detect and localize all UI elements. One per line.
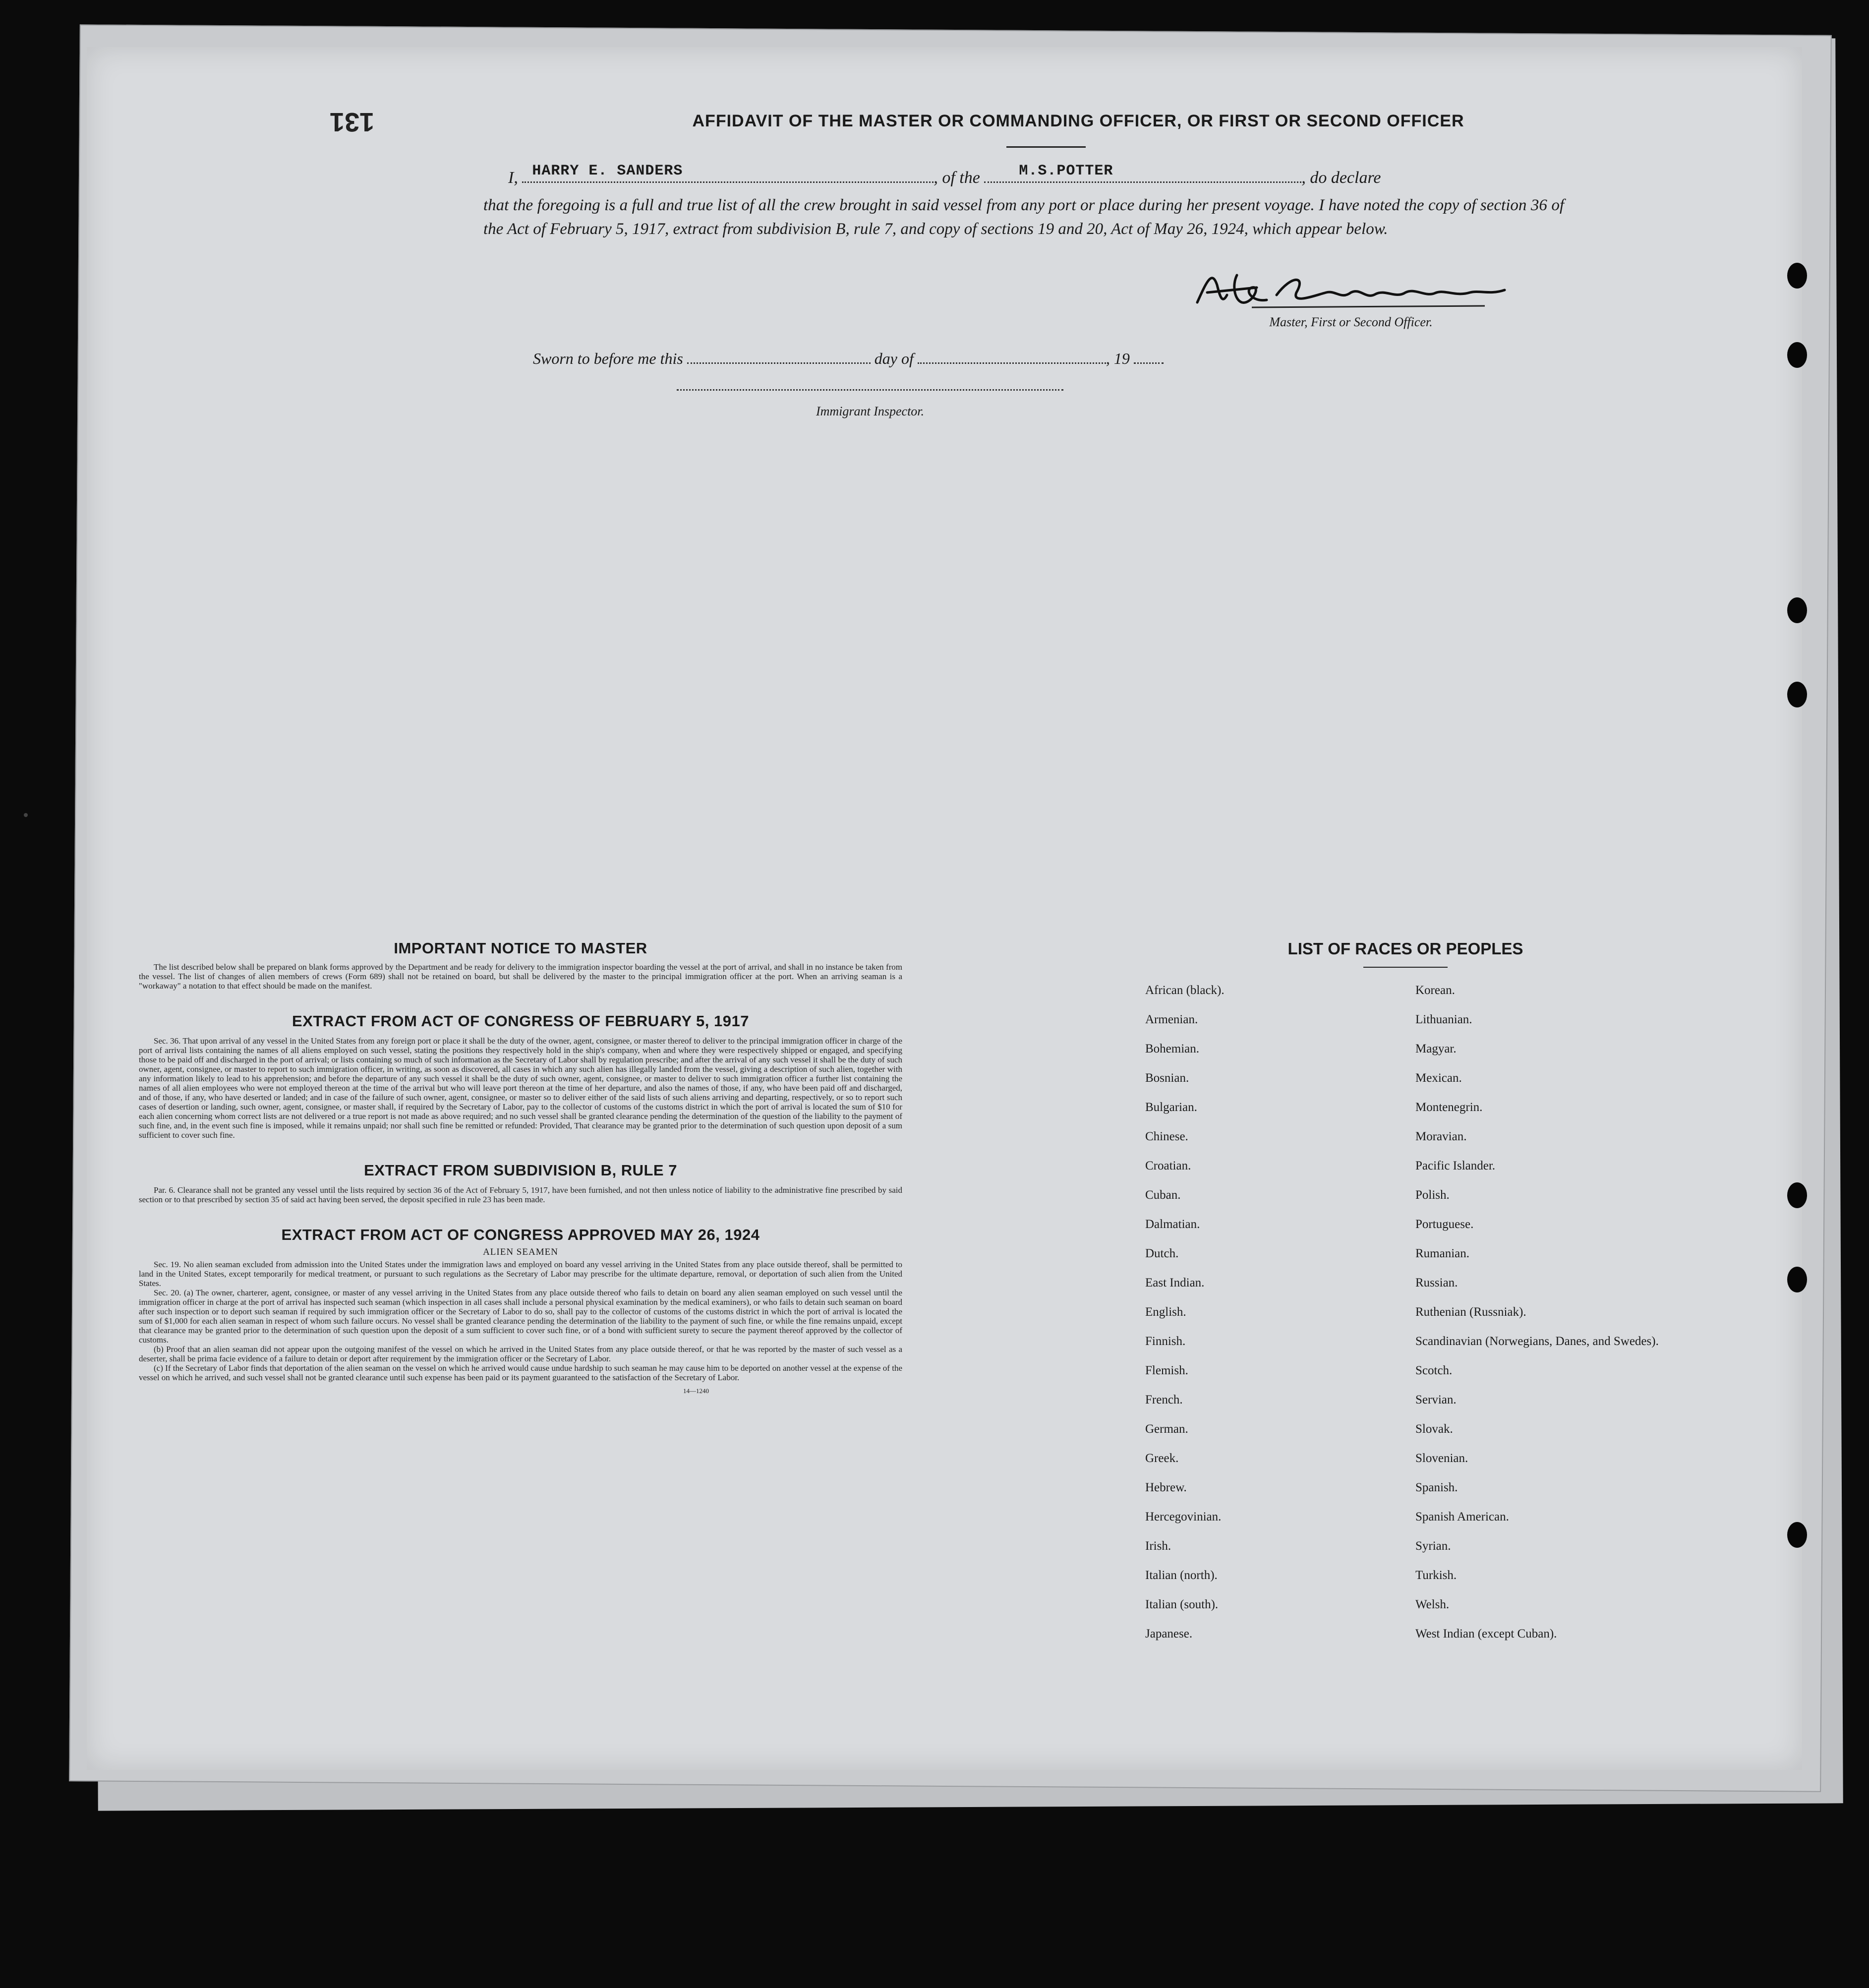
race-item: English. <box>1145 1305 1186 1319</box>
race-item: Russian. <box>1415 1276 1458 1289</box>
race-item: Spanish. <box>1415 1481 1458 1494</box>
section-20b-paragraph: (b) Proof that an alien seaman did not appear upon the outgoing manifest of the vessel on which he arrived in the United States from any place outside thereof, or that he was reported by the master of such vessel as a deserter, shall be prima facie evidence of a failure to detain or deport after requirement by the immigration officer or the Secretary of Labor. <box>139 1345 902 1363</box>
declaration-text: that the foregoing is a full and true list of all the crew brought in said vessel from any port or place during her present voyage. I have noted the copy of section 36 of the Act of February 5, 1917, extract from subdivision B, rule 7, and copy of sections 19 and 20, Act of May 26, 1924, which appear below. <box>483 196 1564 238</box>
races-title-underline <box>1363 967 1448 968</box>
race-item: Finnish. <box>1145 1335 1186 1348</box>
race-item: Croatian. <box>1145 1159 1191 1172</box>
vessel-name-field <box>984 163 1301 183</box>
page-number: 131 <box>330 107 375 137</box>
race-item: Pacific Islander. <box>1415 1159 1496 1172</box>
races-columns <box>1145 983 1666 1656</box>
race-item: Hebrew. <box>1145 1481 1187 1494</box>
race-item: Japanese. <box>1145 1627 1193 1640</box>
race-item: Lithuanian. <box>1415 1013 1472 1026</box>
extract-1924-title: EXTRACT FROM ACT OF CONGRESS APPROVED MAY 26, 1924 <box>281 1226 760 1243</box>
race-item: West Indian (except Cuban). <box>1415 1627 1557 1640</box>
race-item: Polish. <box>1415 1188 1450 1202</box>
do-declare-text: , do declare <box>1301 169 1381 187</box>
sworn-year-field <box>1134 362 1164 364</box>
sworn-prefix: Sworn to before me this <box>533 350 683 367</box>
document-page <box>87 47 1802 1770</box>
race-item: Scotch. <box>1415 1364 1453 1377</box>
notice-column <box>139 939 902 1395</box>
affidavit-title: AFFIDAVIT OF THE MASTER OR COMMANDING OFFICER, OR FIRST OR SECOND OFFICER <box>692 112 1464 130</box>
race-item: Rumanian. <box>1415 1247 1470 1260</box>
race-item: Montenegrin. <box>1415 1101 1483 1114</box>
scan-speck <box>24 813 28 817</box>
races-left-column <box>1145 983 1396 1656</box>
section-20a-paragraph: Sec. 20. (a) The owner, charterer, agent, consignee, or master of any vessel arriving in the United States from any place outside thereof who fails to detain on board any alien seaman employed on such vessel until the immigration officer in charge at the port of arrival has inspected such seaman (which inspection in all cases shall include a personal physical examination by the medical examiners), or who fails to detain such seaman on board after such inspection or to deport such seaman if required by such immigration officer or the Secretary of Labor to do so, shall pay to the collector of customs of the customs district in which the port of arrival is located the sum of $1,000 for each alien seaman in respect of whom such failure occurs. No vessel shall be granted clearance pending the determination of the liability to the payment of such fine, or while the fine remains unpaid, except that clearance may be granted prior to the determination of such question upon the deposit of a sum sufficient to cover such fine, or of a bond with sufficient surety to secure the payment thereof approved by the collector of customs. <box>139 1288 902 1345</box>
race-item: Hercegovinian. <box>1145 1510 1222 1523</box>
signature-image <box>1177 265 1524 315</box>
race-item: Irish. <box>1145 1539 1171 1553</box>
race-item: Slovak. <box>1415 1422 1453 1436</box>
race-item: Greek. <box>1145 1452 1179 1465</box>
race-item: Armenian. <box>1145 1013 1198 1026</box>
punch-hole <box>1787 342 1807 368</box>
form-number: 14—1240 <box>683 1387 709 1395</box>
punch-hole <box>1787 1182 1807 1208</box>
race-item: Scandinavian (Norwegians, Danes, and Swedes). <box>1415 1335 1659 1348</box>
race-item: Dalmatian. <box>1145 1218 1200 1231</box>
races-right-column <box>1415 983 1666 1656</box>
sworn-day-label: day of <box>874 350 914 367</box>
inspector-caption: Immigrant Inspector. <box>816 404 925 418</box>
extract-1917-body <box>139 1036 902 1140</box>
race-item: Flemish. <box>1145 1364 1188 1377</box>
notice-title: IMPORTANT NOTICE TO MASTER <box>394 939 647 957</box>
race-item: Servian. <box>1415 1393 1457 1406</box>
paragraph-6: Par. 6. Clearance shall not be granted any vessel until the lists required by section 36 of the Act of February 5, 1917, have been furnished, and not then unless notice of liability to the administrative fine prescribed by said section or to that prescribed by section 35 of said act having been served, the deposit specified in rule 23 has been made. <box>139 1185 902 1204</box>
race-item: French. <box>1145 1393 1183 1406</box>
race-item: Slovenian. <box>1415 1452 1468 1465</box>
declarant-name-field <box>522 163 934 183</box>
affidavit-pronoun: I, <box>508 169 518 187</box>
sworn-month-field <box>918 362 1106 364</box>
race-item: Bohemian. <box>1145 1042 1200 1055</box>
race-item: Dutch. <box>1145 1247 1179 1260</box>
notice-paragraph: The list described below shall be prepared on blank forms approved by the Department and be ready for delivery to the immigration inspector boarding the vessel at the port of arrival, and shall in no instance be taken from the vessel. The list of changes of alien members of crews (Form 689) shall not be retained on board, but shall be delivered by the master to the principal immigration officer at the port. When an arriving seaman is a "workaway" a notation to that effect should be made on the manifest. <box>139 962 902 991</box>
punch-hole <box>1787 263 1807 289</box>
race-item: Bosnian. <box>1145 1071 1189 1085</box>
declarant-name: HARRY E. SANDERS <box>532 163 683 179</box>
signature-caption: Master, First or Second Officer. <box>1269 315 1433 329</box>
race-item: African (black). <box>1145 984 1225 997</box>
race-item: Syrian. <box>1415 1539 1451 1553</box>
of-the-text: , of the <box>934 169 980 187</box>
punch-hole <box>1787 597 1807 623</box>
race-item: Portuguese. <box>1415 1218 1474 1231</box>
affidavit-declarant-line <box>508 163 1564 187</box>
vessel-name: M.S.POTTER <box>1019 163 1113 179</box>
extract-1917-title: EXTRACT FROM ACT OF CONGRESS OF FEBRUARY 5, 1917 <box>292 1012 749 1030</box>
section-36-paragraph: Sec. 36. That upon arrival of any vessel in the United States from any foreign port or place it shall be the duty of the owner, agent, consignee, or master thereof to deliver to the principal immigration officer in charge of the port of arrival lists containing the names of all aliens employed on such vessel, stating the positions they respectively hold in the ship's company, when and where they were respectively shipped or engaged, and specifying those to be paid off and discharged in the port of arrival; or lists containing so much of such information as the Secretary of Labor shall by regulation prescribe; and after the arrival of any such vessel it shall be the duty of such owner, agent, consignee, or master to report to such immigration officer, in writing, as soon as discovered, all cases in which any such alien has illegally landed from the vessel, giving a description of such alien, together with any information likely to lead to his apprehension; and before the departure of any such vessel it shall be the duty of such owner, agent, consignee, or master to deliver to such immigration officer a further list containing the names of all alien employees who were not employed thereon at the time of the arrival but who will leave port thereon at the time of her departure, and also the names of those, if any, who have been paid off and discharged, and of those, if any, who have deserted or landed; and in case of the failure of such owner, agent, consignee, or master so to deliver either of the said lists of such aliens arriving and departing, respectively, or so to report such cases of desertion or landing, such owner, agent, consignee, or master shall, if required by the Secretary of Labor, pay to the collector of customs of the customs district in which the port of arrival is located the sum of $10 for each alien concerning whom correct lists are not delivered or a true report is not made as above required; and no such vessel shall be granted clearance pending the determination of the question of the liability to the payment of such fine, and, in the event such fine is imposed, while it remains unpaid; nor shall such fine be remitted or refunded: Provided, That clearance may be granted prior to the determination of such question upon deposit of a sum sufficient to cover such fine. <box>139 1036 902 1140</box>
race-item: Welsh. <box>1415 1598 1450 1611</box>
race-item: Cuban. <box>1145 1188 1181 1202</box>
punch-hole <box>1787 1267 1807 1292</box>
extract-rule7-body <box>139 1185 902 1204</box>
races-list-section <box>1145 939 1666 1656</box>
inspector-signature-line <box>677 389 1063 391</box>
race-item: Chinese. <box>1145 1130 1188 1143</box>
race-item: East Indian. <box>1145 1276 1205 1289</box>
race-item: Turkish. <box>1415 1569 1457 1582</box>
race-item: German. <box>1145 1422 1188 1436</box>
races-title: LIST OF RACES OR PEOPLES <box>1287 939 1523 958</box>
extract-1924-body <box>139 1260 902 1382</box>
race-item: Italian (south). <box>1145 1598 1219 1611</box>
race-item: Korean. <box>1415 984 1455 997</box>
sworn-day-field <box>687 362 871 364</box>
race-item: Magyar. <box>1415 1042 1457 1055</box>
alien-seamen-subtitle: ALIEN SEAMEN <box>483 1247 558 1257</box>
section-20c-paragraph: (c) If the Secretary of Labor finds that deportation of the alien seaman on the vessel on which he arrived would cause undue hardship to such seaman he may cause him to be deported on another vessel at the expense of the vessel on which he arrived, and such vessel shall not be granted clearance until such expense has been paid or its payment guaranteed to the satisfaction of the Secretary of Labor. <box>139 1363 902 1382</box>
race-item: Spanish American. <box>1415 1510 1509 1523</box>
sworn-year-label: , 19 <box>1106 350 1130 367</box>
section-19-paragraph: Sec. 19. No alien seaman excluded from admission into the United States under the immigration laws and employed on board any vessel arriving in the United States from any place outside thereof, shall be permitted to land in the United States, except temporarily for medical treatment, or pursuant to such regulations as the Secretary of Labor may prescribe for the ultimate departure, removal, or deportation of such alien from the United States. <box>139 1260 902 1288</box>
race-item: Mexican. <box>1415 1071 1462 1085</box>
race-item: Italian (north). <box>1145 1569 1218 1582</box>
extract-rule7-title: EXTRACT FROM SUBDIVISION B, RULE 7 <box>364 1162 677 1179</box>
sworn-line <box>533 350 1475 368</box>
notice-body <box>139 962 902 991</box>
title-underline <box>1006 146 1086 148</box>
race-item: Moravian. <box>1415 1130 1467 1143</box>
race-item: Bulgarian. <box>1145 1101 1197 1114</box>
punch-hole <box>1787 682 1807 707</box>
race-item: Ruthenian (Russniak). <box>1415 1305 1526 1319</box>
punch-hole <box>1787 1522 1807 1548</box>
